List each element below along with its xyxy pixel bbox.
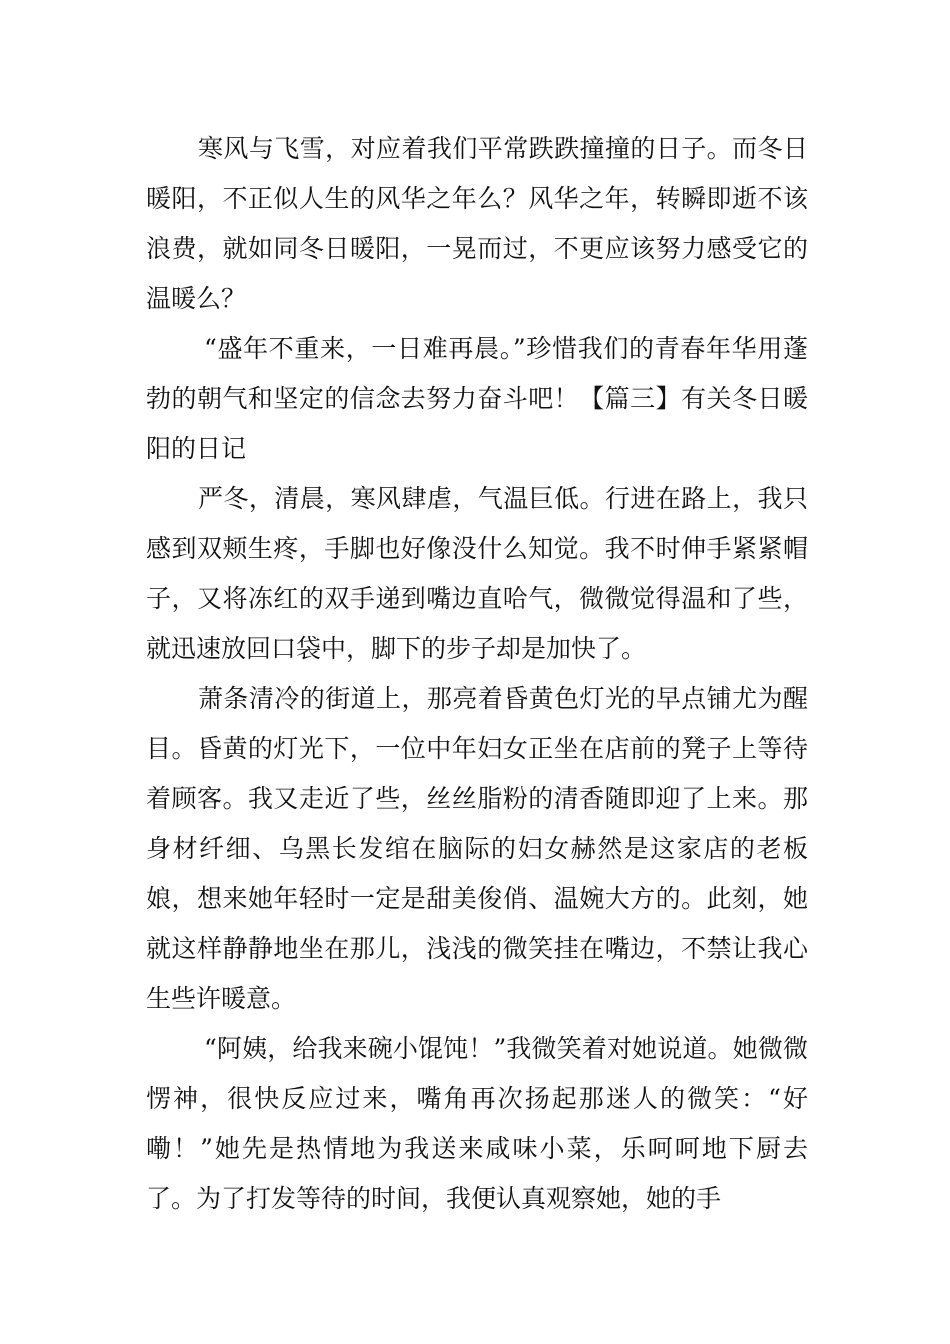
paragraph-5: “阿姨，给我来碗小馄饨！”我微笑着对她说道。她微微愣神，很快反应过来，嘴角再次扬起那迷人的微笑：“好嘞！”她先是热情地为我送来咸味小菜，乐呵呵地下厨去了。为了打发等待的时间，我便认真观察她，她的手 (146, 1034, 808, 1213)
paragraph-3: 严冬，清晨，寒风肆虐，气温巨低。行进在路上，我只感到双颊生疼，手脚也好像没什么知觉。我不时伸手紧紧帽子，又将冻红的双手递到嘴边直哈气，微微觉得温和了些，就迅速放回口袋中，脚下的步子却是加快了。 (146, 484, 808, 663)
paragraph-4: 萧条清冷的街道上，那亮着昏黄色灯光的早点铺尤为醒目。昏黄的灯光下，一位中年妇女正坐在店前的凳子上等待着顾客。我又走近了些，丝丝脂粉的清香随即迎了上来。那身材纤细、乌黑长发绾在脑际的妇女赫然是这家店的老板娘，想来她年轻时一定是甜美俊俏、温婉大方的。此刻，她就这样静静地坐在那儿，浅浅的微笑挂在嘴边，不禁让我心生些许暖意。 (146, 684, 808, 1013)
document-page (146, 124, 808, 1224)
paragraph-2: “盛年不重来，一日难再晨。”珍惜我们的青春年华用蓬勃的朝气和坚定的信念去努力奋斗吧！【篇三】有关冬日暖阳的日记 (146, 334, 808, 463)
paragraph-1: 寒风与飞雪，对应着我们平常跌跌撞撞的日子。而冬日暖阳，不正似人生的风华之年么？风华之年，转瞬即逝不该浪费，就如同冬日暖阳，一晃而过，不更应该努力感受它的温暖么？ (146, 134, 808, 313)
